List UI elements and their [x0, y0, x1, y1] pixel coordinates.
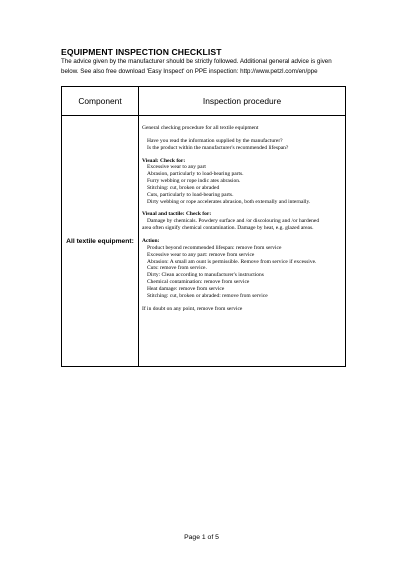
- action-item: Product beyond recommended lifespan: remove from service: [147, 244, 282, 251]
- visual-item: Dirty webbing or rope accelerates abrasion, both externally and internally.: [147, 198, 311, 205]
- action-item: Dirty: Clean according to manufacturer's instructions: [147, 272, 264, 279]
- action-item: Heat damage: remove from service: [147, 285, 225, 292]
- header-procedure: Inspection procedure: [139, 87, 346, 116]
- doubt-note: If in doubt on any point, remove from service: [142, 305, 243, 312]
- action-item: Excessive wear to any part: remove from service: [147, 251, 255, 258]
- procedure-cell: [139, 116, 346, 367]
- visual-item: Furry webbing or rope indic ates abrasion.: [147, 178, 241, 185]
- intro-line: below. See also free download 'Easy Inspect' on PPE inspection: http://www.petzl.com/en/ppe: [61, 67, 318, 75]
- visual-item: Stitching: cut, broken or abraded: [147, 184, 220, 191]
- tactile-heading: Visual and tactile: Check for:: [142, 211, 212, 218]
- document-title: EQUIPMENT INSPECTION CHECKLIST: [61, 47, 222, 57]
- visual-item: Abrasion, particularly to load-bearing parts.: [147, 171, 244, 178]
- table-header-row: [62, 87, 346, 116]
- tactile-text: Damage by chemicals. Powdery surface and /or discolouring and /or hardened: [147, 218, 320, 225]
- visual-heading: Visual: Check for:: [142, 157, 186, 164]
- page-number: Page 1 of 5: [184, 534, 219, 541]
- intro-line: The advice given by the manufacturer should be strictly followed. Additional general advice is given: [61, 58, 332, 65]
- action-item: Stitching: cut, broken or abraded: remove from service: [147, 292, 268, 299]
- tactile-text: area often signify chemical contamination. Damage by heat, e.g. glazed areas.: [142, 225, 314, 232]
- header-component: Component: [62, 87, 139, 116]
- inspection-table: [61, 86, 346, 367]
- visual-item: Excessive wear to any part: [147, 164, 206, 171]
- intro-text: [61, 57, 361, 76]
- action-heading: Action:: [142, 237, 160, 244]
- action-item: Chemical contamination: remove from service: [147, 279, 250, 286]
- action-item: Cuts: remove from service.: [147, 265, 207, 272]
- general-procedure: General checking procedure for all textile equipment: [142, 125, 259, 131]
- question-item: Is the product within the manufacturer's recommended lifespan?: [147, 144, 289, 151]
- action-item: Abrasion: A small am ount is permissible. Remove from service if excessive.: [147, 258, 317, 265]
- table-row: [62, 116, 346, 367]
- visual-item: Cuts, particularly to load-bearing parts.: [147, 191, 234, 198]
- question-item: Have you read the information supplied by the manufacturer?: [147, 137, 283, 144]
- component-cell: All textile equipment:: [62, 116, 139, 367]
